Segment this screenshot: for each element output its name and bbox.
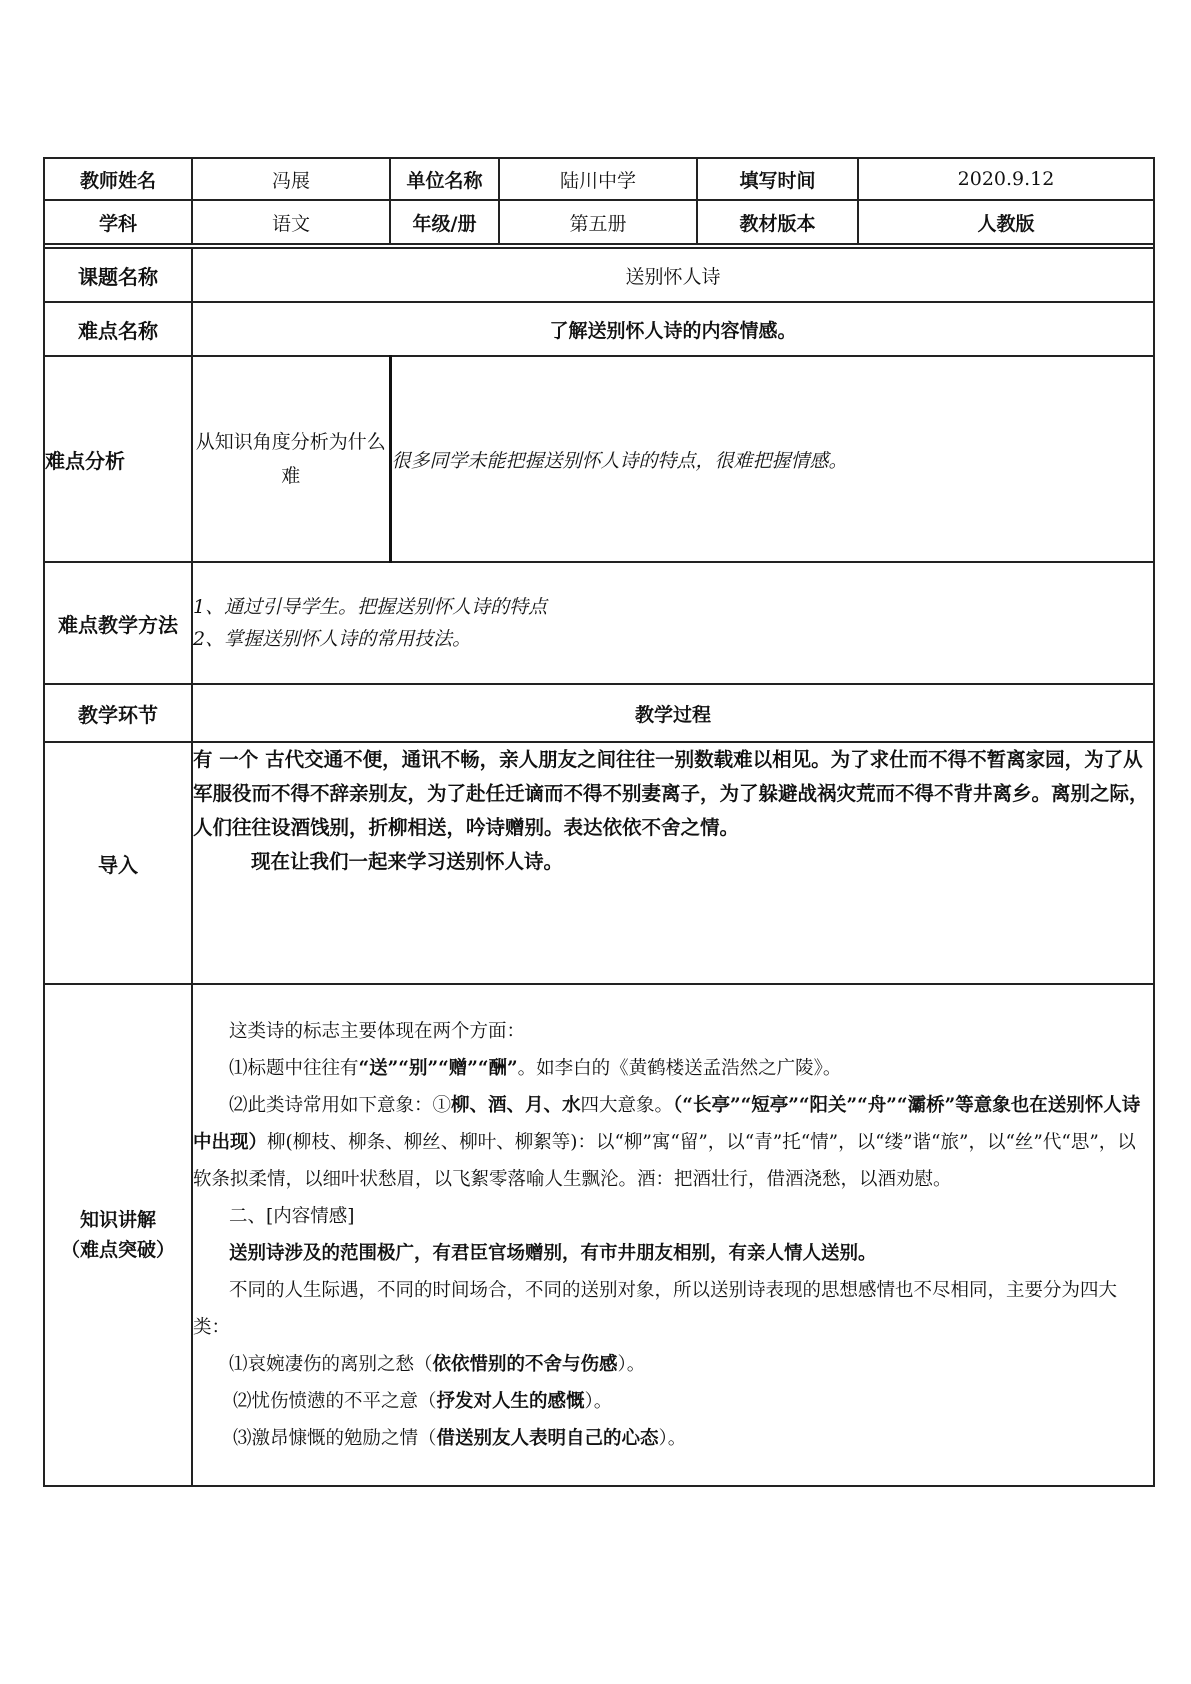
knowledge-paragraph (193, 1087, 1153, 1198)
analysis-row (44, 356, 1154, 562)
edition-value: 人教版 (858, 200, 1154, 244)
knowledge-label-line: 知识讲解 (79, 1209, 156, 1231)
unit-label: 单位名称 (390, 158, 499, 200)
text-span-bold: 抒发对人生的感慨 (436, 1391, 585, 1412)
analysis-text: 很多同学未能把握送别怀人诗的特点，很难把握情感。 (390, 356, 1154, 562)
knowledge-paragraph: 这类诗的标志主要体现在两个方面： (229, 1021, 526, 1042)
text-span: 四大意象。 (580, 1095, 674, 1116)
knowledge-text (192, 984, 1154, 1486)
knowledge-paragraph: 不同的人生际遇，不同的时间场合，不同的送别对象，所以送别诗表现的思想感情也不尽相同，主要分为四大类： (193, 1280, 1118, 1338)
knowledge-row (44, 984, 1154, 1486)
text-span-bold: （“长亭”“短亭”“阳关”“舟”“灞桥”等意象也在送别怀人诗中出现） (193, 1095, 1141, 1153)
method-row (44, 562, 1154, 684)
knowledge-label-line: （难点突破） (60, 1239, 175, 1261)
text-span: ⑵忧伤愤懑的不平之意（ (233, 1391, 437, 1412)
text-span: 。如李白的《黄鹤楼送孟浩然之广陵》。 (517, 1058, 842, 1079)
lesson-plan-table (43, 157, 1155, 1487)
knowledge-paragraph (193, 1383, 1153, 1420)
header-row-1 (44, 158, 1154, 200)
knowledge-paragraph (193, 1346, 1153, 1383)
lesson-plan-sheet (43, 157, 1153, 1487)
text-span: ）。 (658, 1428, 687, 1449)
analysis-sub-label: 从知识角度分析为什么难 (192, 356, 390, 562)
method-list (192, 562, 1154, 684)
edition-label: 教材版本 (697, 200, 858, 244)
text-span-bold: 借送别友人表明自己的心态 (436, 1428, 659, 1449)
step-label: 教学环节 (44, 684, 192, 742)
text-span: ⑶激昂慷慨的勉励之情（ (233, 1428, 437, 1449)
knowledge-paragraph (193, 1050, 1153, 1087)
header-row-2 (44, 200, 1154, 244)
text-span: ⑵此类诗常用如下意象：① (229, 1095, 452, 1116)
text-span: ）。 (584, 1391, 613, 1412)
method-label: 难点教学方法 (44, 562, 192, 684)
intro-label: 导入 (44, 742, 192, 984)
date-value: 2020.9.12 (858, 158, 1154, 200)
text-span-bold: 依依惜别的不舍与伤感 (432, 1354, 618, 1375)
process-header-row (44, 684, 1154, 742)
topic-label: 课题名称 (44, 248, 192, 302)
topic-value: 送别怀人诗 (192, 248, 1154, 302)
knowledge-label (44, 984, 192, 1486)
process-label: 教学过程 (192, 684, 1154, 742)
text-span-bold: “送”“别”“赠”“酬” (358, 1058, 518, 1079)
date-label: 填写时间 (697, 158, 858, 200)
intro-paragraph: 有 一个 古代交通不便，通讯不畅，亲人朋友之间往往一别数载难以相见。为了求仕而不得不暂离家园，为了从军服役而不得不辞亲别友，为了赴任迁谪而不得不别妻离子，为了躲避战祸灾荒而不得不背井离乡。离别之际，人们往往设酒饯别，折柳相送，吟诗赠别。表达依依不舍之情。 (193, 748, 1149, 839)
text-span: ⑴哀婉凄伤的离别之愁（ (229, 1354, 433, 1375)
intro-text (192, 742, 1154, 984)
analysis-label: 难点分析 (44, 356, 192, 562)
difficulty-value: 了解送别怀人诗的内容情感。 (192, 302, 1154, 356)
text-span: ⑴标题中往往有 (229, 1058, 359, 1079)
teacher-label: 教师姓名 (44, 158, 192, 200)
difficulty-label: 难点名称 (44, 302, 192, 356)
method-item: 1、通过引导学生。把握送别怀人诗的特点 (193, 596, 548, 618)
intro-row (44, 742, 1154, 984)
text-span-bold: 柳、酒、月、水 (451, 1095, 581, 1116)
knowledge-paragraph (193, 1420, 1153, 1457)
knowledge-paragraph (193, 1235, 1153, 1272)
teacher-value: 冯展 (192, 158, 390, 200)
text-span: ）。 (617, 1354, 646, 1375)
grade-value: 第五册 (499, 200, 697, 244)
unit-value: 陆川中学 (499, 158, 697, 200)
text-span-bold: 送别诗涉及的范围极广，有君臣官场赠别，有市井朋友相别，有亲人情人送别。 (229, 1243, 877, 1264)
method-item: 2、掌握送别怀人诗的常用技法。 (193, 628, 472, 650)
intro-paragraph: 现在让我们一起来学习送别怀人诗。 (251, 850, 564, 873)
text-span: 柳(柳枝、柳条、柳丝、柳叶、柳絮等)：以“柳”寓“留”，以“青”托“情”，以“缕”谐“旅”，以“丝”代“思”，以软条拟柔情，以细叶状愁眉，以飞絮零落喻人生飘沦。酒：把酒壮行，借酒浇愁，以酒劝慰。 (193, 1132, 1136, 1190)
knowledge-paragraph: 二、[内容情感] (229, 1206, 355, 1227)
topic-row (44, 248, 1154, 302)
subject-label: 学科 (44, 200, 192, 244)
grade-label: 年级/册 (390, 200, 499, 244)
subject-value: 语文 (192, 200, 390, 244)
difficulty-row (44, 302, 1154, 356)
